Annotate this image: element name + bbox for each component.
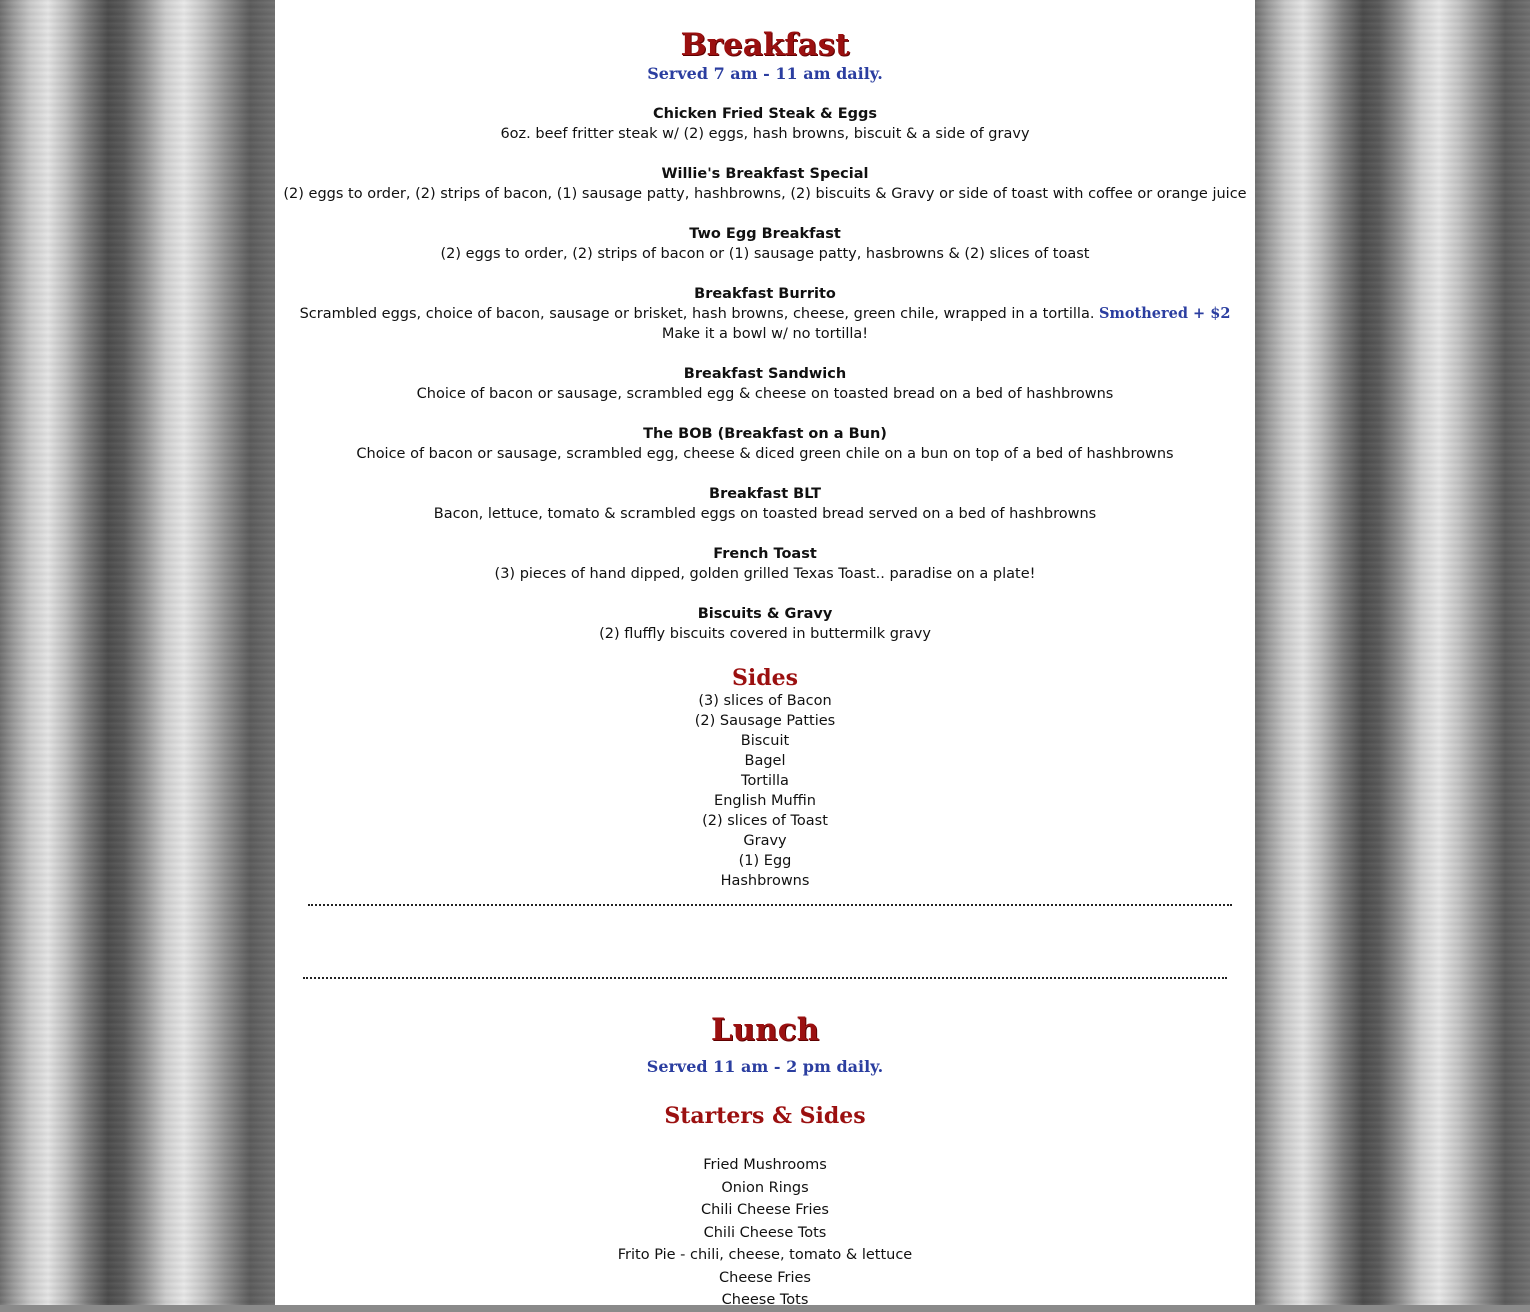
item-name: Two Egg Breakfast (689, 226, 841, 242)
item-name: Breakfast Burrito (694, 286, 836, 302)
item-desc: 6oz. beef fritter steak w/ (2) eggs, hash browns, biscuit & a side of gravy (500, 126, 1030, 142)
item-name: The BOB (Breakfast on a Bun) (643, 426, 887, 442)
list-item: Frito Pie - chili, cheese, tomato & lettuce (617, 1247, 913, 1263)
starters-title: Starters & Sides (664, 1103, 866, 1129)
menu-panel (275, 0, 1255, 1308)
item-desc: Choice of bacon or sausage, scrambled egg & cheese on toasted bread on a bed of hashbrowns (416, 386, 1114, 402)
dotted-divider (308, 904, 1232, 906)
smothered-upcharge: Smothered + $2 (1099, 305, 1231, 322)
list-item: Cheese Tots (721, 1292, 809, 1308)
item-desc: Choice of bacon or sausage, scrambled egg, cheese & diced green chile on a bun on top of a bed of hashbrowns (356, 446, 1174, 462)
breakfast-title: Breakfast (680, 27, 850, 63)
list-item: (2) slices of Toast (702, 813, 828, 829)
list-item: Biscuit (740, 733, 790, 749)
item-desc: (2) fluffly biscuits covered in buttermilk gravy (599, 626, 931, 642)
item-name: Breakfast BLT (709, 486, 821, 502)
item-name: Willie's Breakfast Special (661, 166, 869, 182)
sides-title: Sides (731, 665, 798, 691)
list-item: Cheese Fries (719, 1269, 811, 1286)
item-desc: (2) eggs to order, (2) strips of bacon, (1) sausage patty, hashbrowns, (2) biscuits & Gravy or side of toast with coffee or orange juice (283, 186, 1247, 202)
list-item: Fried Mushrooms (703, 1157, 827, 1173)
list-item: (1) Egg (738, 853, 792, 869)
list-item: Hashbrowns (720, 873, 810, 889)
item-desc-line (275, 304, 1255, 324)
item-desc: (3) pieces of hand dipped, golden grilled Texas Toast.. paradise on a plate! (494, 566, 1036, 582)
list-item: Tortilla (741, 773, 789, 789)
item-name: Breakfast Sandwich (683, 366, 847, 382)
item-name: Chicken Fried Steak & Eggs (652, 106, 878, 122)
item-desc: Bacon, lettuce, tomato & scrambled eggs on toasted bread served on a bed of hashbrowns (433, 506, 1097, 522)
item-name: Biscuits & Gravy (697, 606, 833, 622)
item-note: Make it a bowl w/ no tortilla! (661, 326, 869, 342)
list-item: English Muffin (714, 793, 816, 809)
starters-list (275, 1154, 1255, 1312)
list-item: Chili Cheese Fries (700, 1202, 829, 1218)
breakfast-served-hours: Served 7 am - 11 am daily. (647, 64, 883, 83)
list-item: Gravy (743, 833, 787, 849)
dotted-divider (303, 977, 1227, 979)
list-item: (2) Sausage Patties (694, 713, 836, 729)
sides-list (275, 691, 1255, 891)
item-desc: (2) eggs to order, (2) strips of bacon or (1) sausage patty, hasbrowns & (2) slices of toast (440, 246, 1090, 262)
metal-background-right (1255, 0, 1530, 1305)
lunch-served-hours: Served 11 am - 2 pm daily. (646, 1057, 884, 1076)
list-item: Chili Cheese Tots (703, 1224, 827, 1241)
item-desc: Scrambled eggs, choice of bacon, sausage or brisket, hash browns, cheese, green chile, wrapped in a tortilla. (299, 306, 1095, 322)
list-item: Onion Rings (721, 1179, 809, 1196)
lunch-title: Lunch (710, 1012, 820, 1048)
item-name: French Toast (713, 546, 817, 562)
list-item: Bagel (744, 753, 786, 769)
list-item: (3) slices of Bacon (698, 693, 832, 709)
metal-background-left (0, 0, 275, 1305)
